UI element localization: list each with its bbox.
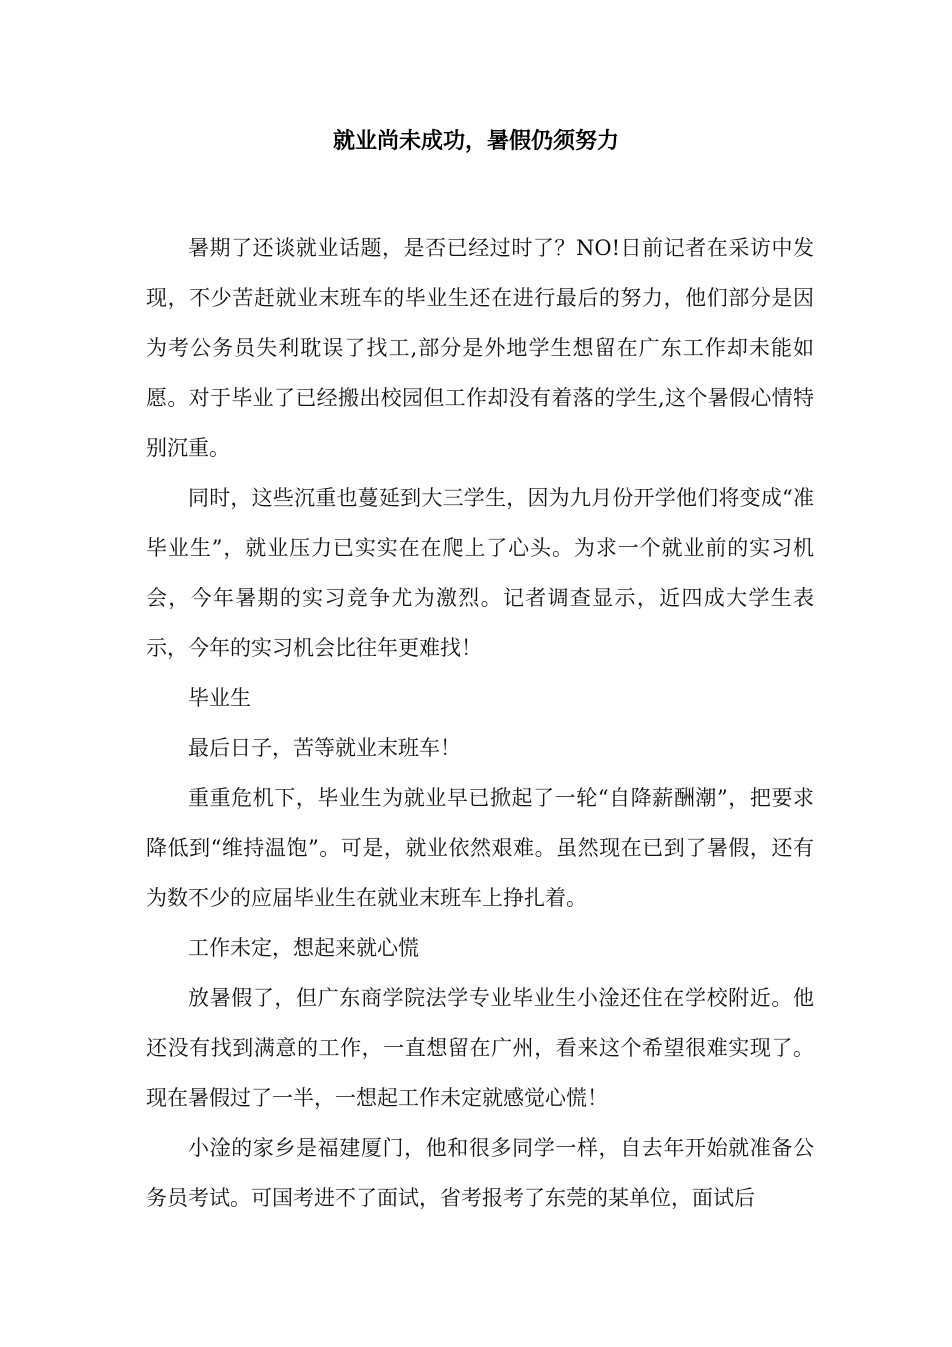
paragraph-intro: 暑期了还谈就业话题，是否已经过时了？NO!日前记者在采访中发现，不少苦赶就业末班车的毕业生还在进行最后的努力，他们部分是因为考公务员失利耽误了找工,部分是外地学生想留在广东工作却未能如愿。对于毕业了已经搬出校园但工作却没有着落的学生,这个暑假心情特别沉重。 <box>146 236 814 460</box>
document-body <box>146 223 814 1223</box>
document-title: 就业尚未成功，暑假仍须努力 <box>332 129 619 154</box>
paragraph-xiaogan-exam: 小淦的家乡是福建厦门，他和很多同学一样，自去年开始就准备公务员考试。可国考进不了面试，省考报考了东莞的某单位，面试后 <box>146 1136 814 1210</box>
subheading-last-days: 最后日子，苦等就业末班车！ <box>188 736 461 760</box>
section-heading-graduates: 毕业生 <box>188 686 251 710</box>
paragraph-salary-cut: 重重危机下，毕业生为就业早已掀起了一轮“自降薪酬潮”，把要求降低到“维持温饱”。可是，就业依然艰难。虽然现在已到了暑假，还有为数不少的应届毕业生在就业末班车上挣扎着。 <box>146 786 814 910</box>
paragraph-juniors: 同时，这些沉重也蔓延到大三学生，因为九月份开学他们将变成“准毕业生”，就业压力已实实在在爬上了心头。为求一个就业前的实习机会，今年暑期的实习竞争尤为激烈。记者调查显示，近四成大学生表示，今年的实习机会比往年更难找！ <box>146 486 814 660</box>
subheading-job-anxiety: 工作未定，想起来就心慌 <box>188 936 419 960</box>
paragraph-xiaogan-intro: 放暑假了，但广东商学院法学专业毕业生小淦还住在学校附近。他还没有找到满意的工作，一直想留在广州，看来这个希望很难实现了。现在暑假过了一半，一想起工作未定就感觉心慌！ <box>146 986 814 1110</box>
